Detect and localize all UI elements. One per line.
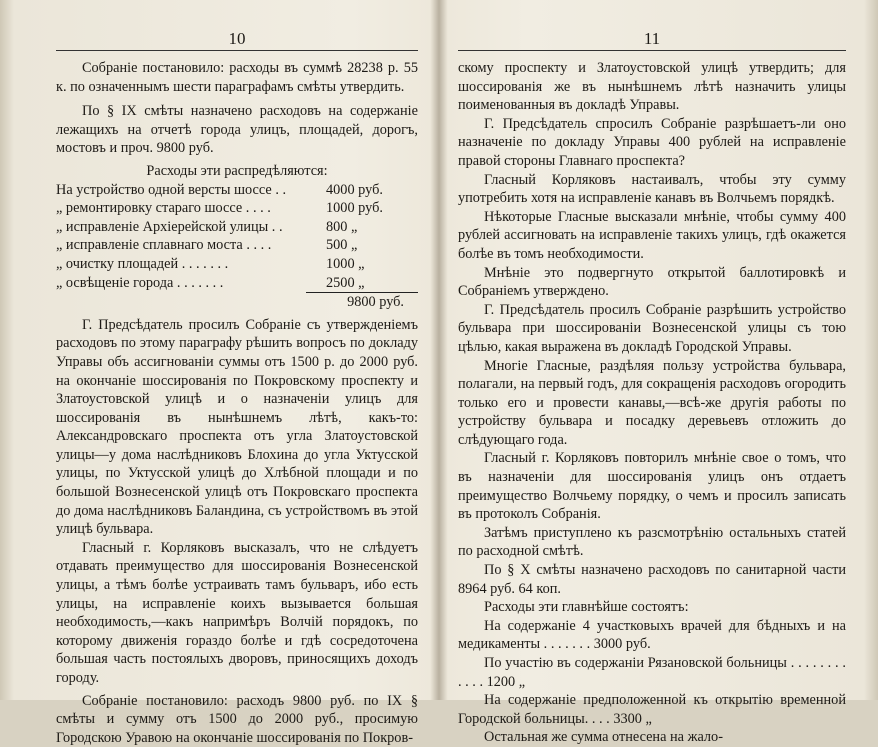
expense-label: „ исправленіе сплавнаго моста . . . . — [56, 237, 272, 254]
page-number-right: 11 — [458, 28, 846, 51]
right-paragraph-6: Г. Предсѣдатель просилъ Собраніе разрѣшить устройство бульвара при шоссированіи Вознесенской улицы съ тою цѣлью, какая выражена въ докладѣ Городской Управы. — [458, 301, 846, 355]
right-paragraph-4: Нѣкоторые Гласные высказали мнѣніе, чтобы сумму 400 рублей ассигновать на исправленіе такихъ улицъ, гдѣ окажется болѣе въ томъ необходимости. — [458, 208, 846, 262]
expense-row — [56, 218, 418, 237]
expense-row — [56, 255, 418, 274]
sanitary-expense-label: На содержаніе предположенной къ открытію временной Городской больницы. . . . — [458, 692, 846, 727]
expense-row — [56, 274, 418, 293]
expense-label: „ исправленіе Архіерейской улицы . . — [56, 218, 283, 235]
expense-label: „ освѣщеніе города . . . . . . . — [56, 274, 224, 291]
expense-label: „ ремонтировку стараго шоссе . . . . — [56, 200, 271, 217]
right-paragraph-2: Г. Предсѣдатель спросилъ Собраніе разрѣшаетъ-ли оно назначеніе по докладу Управы 400 рублей на исправленіе правой стороны Главнаго проспекта? — [458, 115, 846, 169]
right-paragraph-11: Расходы эти главнѣйше состоятъ: — [484, 599, 689, 616]
sanitary-expense-amount: 3000 руб. — [593, 636, 651, 653]
left-paragraph-6: Собраніе постановило: расходъ 9800 руб. по IX § смѣты и сумму отъ 1500 до 2000 руб., просимую Городскою Уравою на окончаніе шоссированія по Покров- — [56, 692, 418, 746]
right-paragraph-9: Затѣмъ приступлено къ разсмотрѣнію остальныхъ статей по расходной смѣтѣ. — [458, 524, 846, 560]
right-paragraph-8: Гласный г. Корляковъ повторилъ мнѣніе свое о томъ, что въ назначеніи для шоссированія улицъ онъ отдаетъ преимущество Волчьему порядку, о чемъ и просилъ записать въ протоколъ Собранія. — [458, 450, 846, 523]
right-paragraph-3: Гласный Корляковъ настаивалъ, чтобы эту сумму употребить хотя на исправленіе канавъ въ Волчьемъ порядкѣ. — [458, 171, 846, 207]
expense-amount: 500 „ — [326, 237, 358, 254]
left-paragraph-3: Расходы эти распредѣляются: — [146, 162, 328, 179]
right-paragraph-1: скому проспекту и Златоустовской улицѣ утвердить; для шоссированія же въ нынѣшнемъ лѣтѣ назначить улицы поименованныя въ докладѣ Управы. — [458, 60, 846, 114]
expense-label: „ очистку площадей . . . . . . . — [56, 255, 229, 272]
expense-label: На устройство одной версты шоссе . . — [56, 181, 287, 198]
sanitary-expense-amount: 1200 „ — [486, 673, 526, 690]
expense-total: 9800 руб. — [306, 292, 418, 312]
sanitary-expense-label: На содержаніе 4 участковыхъ врачей для бѣдныхъ и на медикаменты . . . . . . . — [458, 617, 846, 653]
sanitary-expense-1 — [458, 617, 846, 654]
left-paragraph-2: По § IX смѣты назначено расходовъ на содержаніе лежащихъ на отчетѣ города улицъ, площадей, дорогъ, мостовъ и проч. 9800 руб. — [56, 103, 418, 157]
right-paragraph-10: По § X смѣты назначено расходовъ по санитарной части 8964 руб. 64 коп. — [458, 562, 846, 597]
sanitary-expense-2 — [458, 654, 846, 691]
expense-amount: 1000 руб. — [326, 200, 383, 217]
page-number-left: 10 — [56, 28, 418, 51]
right-page — [440, 0, 878, 746]
sanitary-expense-label: По участію въ содержаніи Рязановской больницы . . . . . . . . . . . . — [458, 655, 846, 690]
expense-amount: 1000 „ — [326, 255, 365, 272]
expense-amount: 800 „ — [326, 218, 358, 235]
expense-table — [56, 181, 418, 312]
expense-amount: 4000 руб. — [326, 181, 383, 198]
sanitary-expense-3 — [458, 691, 846, 728]
right-paragraph-5: Мнѣніе это подвергнуто открытой баллотировкѣ и Собраніемъ утверждено. — [458, 264, 846, 300]
sanitary-expense-amount: 3300 „ — [613, 710, 652, 727]
expense-row — [56, 181, 418, 200]
left-paragraph-1: Собраніе постановило: расходы въ суммѣ 28238 р. 55 к. по означеннымъ шести параграфамъ смѣты утвердить. — [56, 60, 418, 95]
expense-row — [56, 236, 418, 255]
left-paragraph-5: Гласный г. Корляковъ высказалъ, что не слѣдуетъ отдавать преимущество для шоссированія Вознесенской улицы, а тѣмъ болѣе устраивать тамъ бульваръ, ибо есть улицы, на исправленіе коихъ вызывается большая необходимость,—какъ напримѣръ Волчій порядокъ, по которому движенія гораздо болѣе и гдѣ сосредоточена большая часть постоялыхъ дворовъ, приносящихъ доходъ городу. — [56, 539, 418, 686]
right-paragraph-7: Многіе Гласные, раздѣляя пользу устройства бульвара, полагали, на первый годъ, для сокращенія расходовъ огородить только его и провести канавы,—всѣ-же другія работы по устройству бульвара и посадку деревьевъ отложить до слѣдующаго года. — [458, 357, 846, 448]
left-paragraph-4: Г. Предсѣдатель просилъ Собраніе съ утвержденіемъ расходовъ по этому параграфу рѣшить вопросъ по докладу Управы объ ассигнованіи суммы отъ 1500 р. до 2000 руб. на окончаніе шоссированія по Покровскому проспекту и Златоустовской улицѣ и о назначеніи улицъ для шоссированія въ нынѣшнемъ лѣтѣ, какъ-то: Александровскаго проспекта отъ угла Златоустовской улицы—у дома наслѣдниковъ Блохина до угла Уктусской улицы, по Уктусской улицѣ до Хлѣбной площади и по большой Вознесенской улицѣ отъ Покровскаго проспекта до дома наслѣдниковъ Баландина, съ устройствомъ въ этой улицѣ бульвара. — [56, 316, 418, 538]
expense-row — [56, 199, 418, 218]
right-paragraph-12: Остальная же сумма отнесена на жало- — [484, 729, 723, 746]
expense-amount: 2500 „ — [326, 274, 365, 291]
